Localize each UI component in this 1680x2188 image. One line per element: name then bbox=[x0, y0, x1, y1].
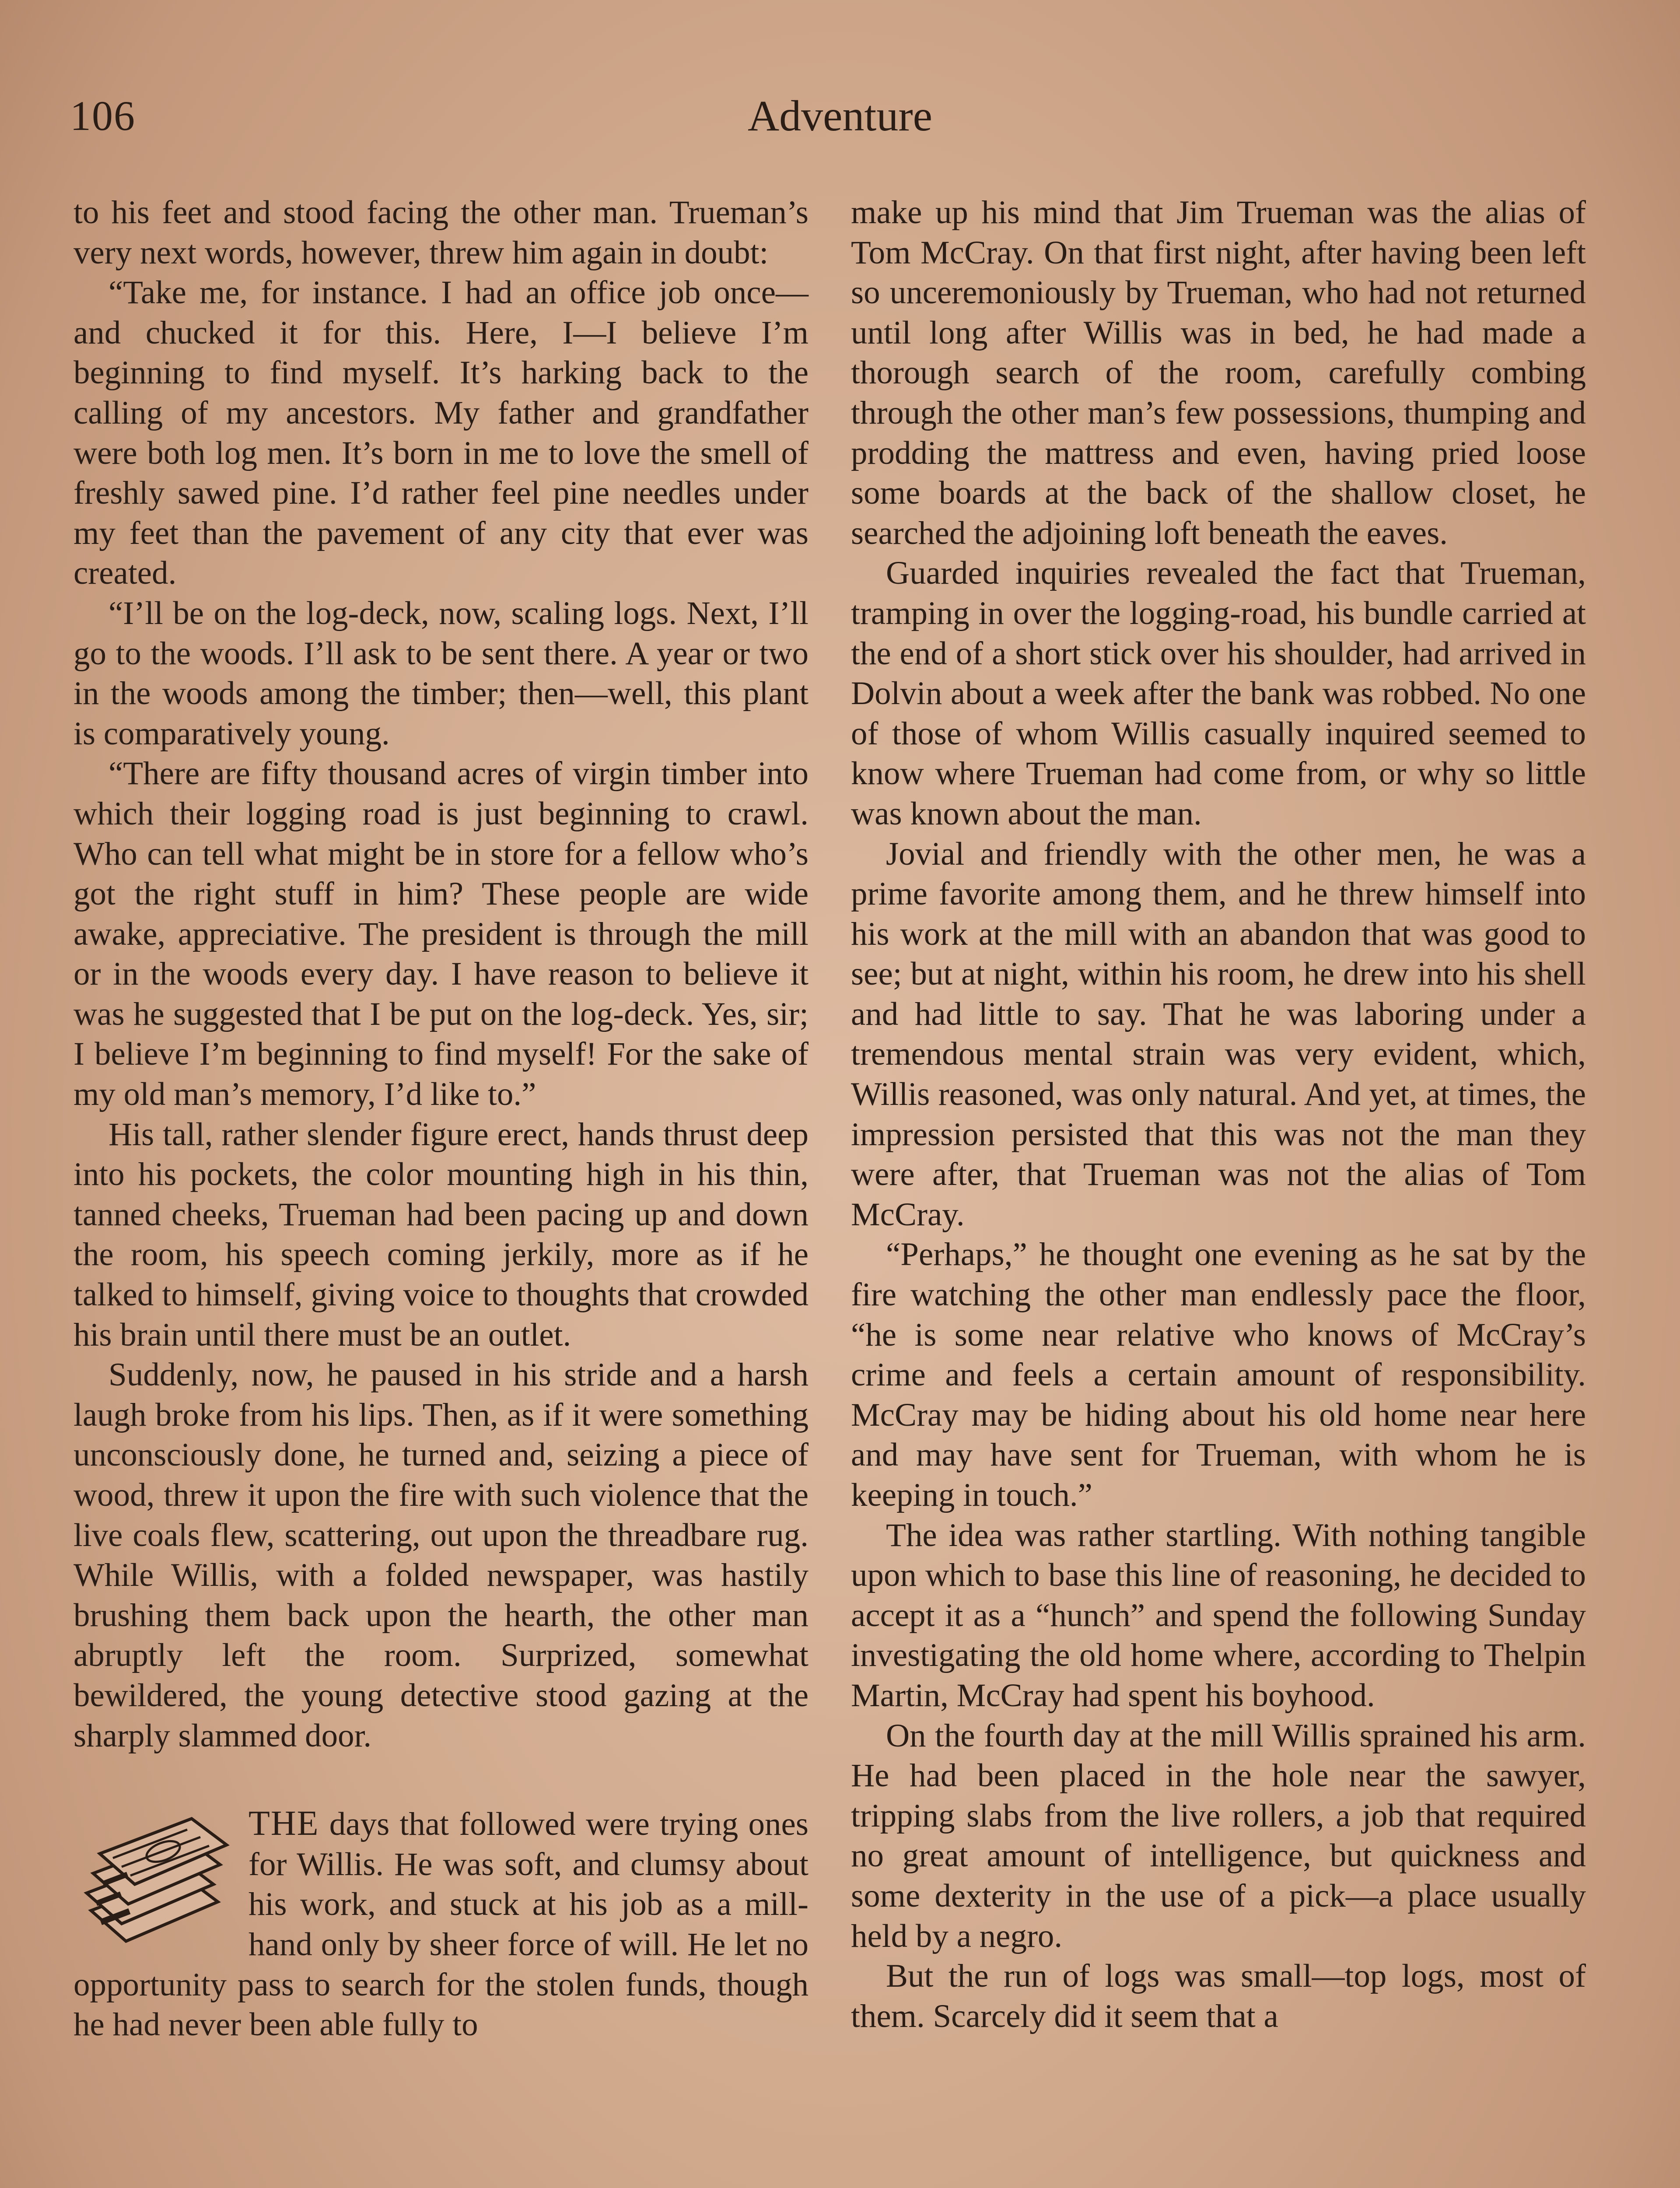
paragraph: “Perhaps,” he thought one evening as he sat by the fire watching the other man endlessly pace the floor, “he is some near relative who knows of McCray’s crime and feels a certain amount of responsibility. McCray may be hiding about his old home near here and may have sent for Trueman, with whom he is keeping in touch.” bbox=[851, 1236, 1586, 1513]
paragraph: His tall, rather slender figure erect, hands thrust deep into his pockets, the color mounting high in his thin, tanned cheeks, Trueman had been pacing up and down the room, his speech coming jerkily, more as if he talked to himself, giving voice to thoughts that crowded his brain until there must be an outlet. bbox=[74, 1116, 808, 1353]
running-header bbox=[0, 90, 1680, 142]
stack-of-banknotes-icon bbox=[74, 1810, 235, 1954]
paragraph: to his feet and stood facing the other man. Trueman’s very next words, however, threw him again in doubt: bbox=[74, 194, 808, 271]
paragraph-text: days that followed were trying ones for Willis. He was soft, and clumsy about his work, and stuck at his job as a mill-hand only by sheer force of will. He let no opportunity pass to search for the stolen funds, though he had never been able fully to bbox=[74, 1806, 808, 2043]
paragraph: On the fourth day at the mill Willis sprained his arm. He had been placed in the hole near the sawyer, tripping slabs from the live rollers, a job that required no great amount of intelligence, but quickness and some dexterity in the use of a pick—a place usually held by a negro. bbox=[851, 1717, 1586, 1954]
section-opening-paragraph bbox=[74, 1804, 808, 2045]
page-number: 106 bbox=[70, 92, 136, 139]
paragraph: “There are fifty thousand acres of virgin timber into which their logging road is just beginning to crawl. Who can tell what might be in store for a fellow who’s got the right stuff in him? These people are wide awake, appreciative. The president is through the mill or in the woods every day. I have reason to believe it was he suggested that I be put on the log-deck. Yes, sir; I believe I’m beginning to find myself! For the sake of my old man’s memory, I’d like to.” bbox=[74, 755, 808, 1113]
paragraph: make up his mind that Jim Trueman was the alias of Tom McCray. On that first night, after having been left so unceremoniously by Trueman, who had not returned until long after Willis was in bed, he had made a thorough search of the room, carefully combing through the other man’s few possessions, thumping and prodding the mattress and even, having pried loose some boards at the back of the shallow closet, he searched the adjoining loft beneath the eaves. bbox=[851, 194, 1586, 551]
paragraph: “I’ll be on the log-deck, now, scaling logs. Next, I’ll go to the woods. I’ll ask to be sent there. A year or two in the woods among the timber; then—well, this plant is comparatively young. bbox=[74, 595, 808, 752]
paragraph: But the run of logs was small—top logs, most of them. Scarcely did it seem that a bbox=[851, 1958, 1586, 2034]
paragraph: The idea was rather startling. With nothing tangible upon which to base this line of reasoning, he decided to accept it as a “hunch” and spend the following Sunday investigating the old home where, according to Thelpin Martin, McCray had spent his boyhood. bbox=[851, 1517, 1586, 1714]
paragraph: “Take me, for instance. I had an office job once—and chucked it for this. Here, I—I believe I’m beginning to find myself. It’s harking back to the calling of my ancestors. My father and grandfather were both log men. It’s born in me to love the smell of freshly sawed pine. I’d rather feel pine needles under my feet than the pavement of any city that ever was created. bbox=[74, 274, 808, 592]
section-break bbox=[74, 1756, 808, 1804]
section-lead-word: THE bbox=[248, 1804, 319, 1843]
right-column bbox=[851, 193, 1586, 2188]
paragraph: Jovial and friendly with the other men, he was a prime favorite among them, and he threw himself into his work at the mill with an abandon that was good to see; but at night, within his room, he drew into his shell and had little to say. That he was laboring under a tremendous mental strain was very evident, which, Willis reasoned, was only natural. And yet, at times, the impression persisted that this was not the man they were after, that Trueman was not the alias of Tom McCray. bbox=[851, 835, 1586, 1233]
paragraph: Suddenly, now, he paused in his stride and a harsh laugh broke from his lips. Then, as if it were something unconsciously done, he turned and, seizing a piece of wood, threw it upon the fire with such violence that the live coals flew, scattering, out upon the threadbare rug. While Willis, with a folded newspaper, was hastily brushing them back upon the hearth, the other man abruptly left the room. Surprized, somewhat bewildered, the young detective stood gazing at the sharply slammed door. bbox=[74, 1357, 808, 1754]
running-title: Adventure bbox=[747, 91, 933, 140]
paragraph: Guarded inquiries revealed the fact that Trueman, tramping in over the logging-road, his bundle carried at the end of a short stick over his shoulder, had arrived in Dolvin about a week after the bank was robbed. No one of those of whom Willis casually inquired seemed to know where Trueman had come from, or why so little was known about the man. bbox=[851, 555, 1586, 832]
left-column bbox=[74, 193, 808, 2188]
